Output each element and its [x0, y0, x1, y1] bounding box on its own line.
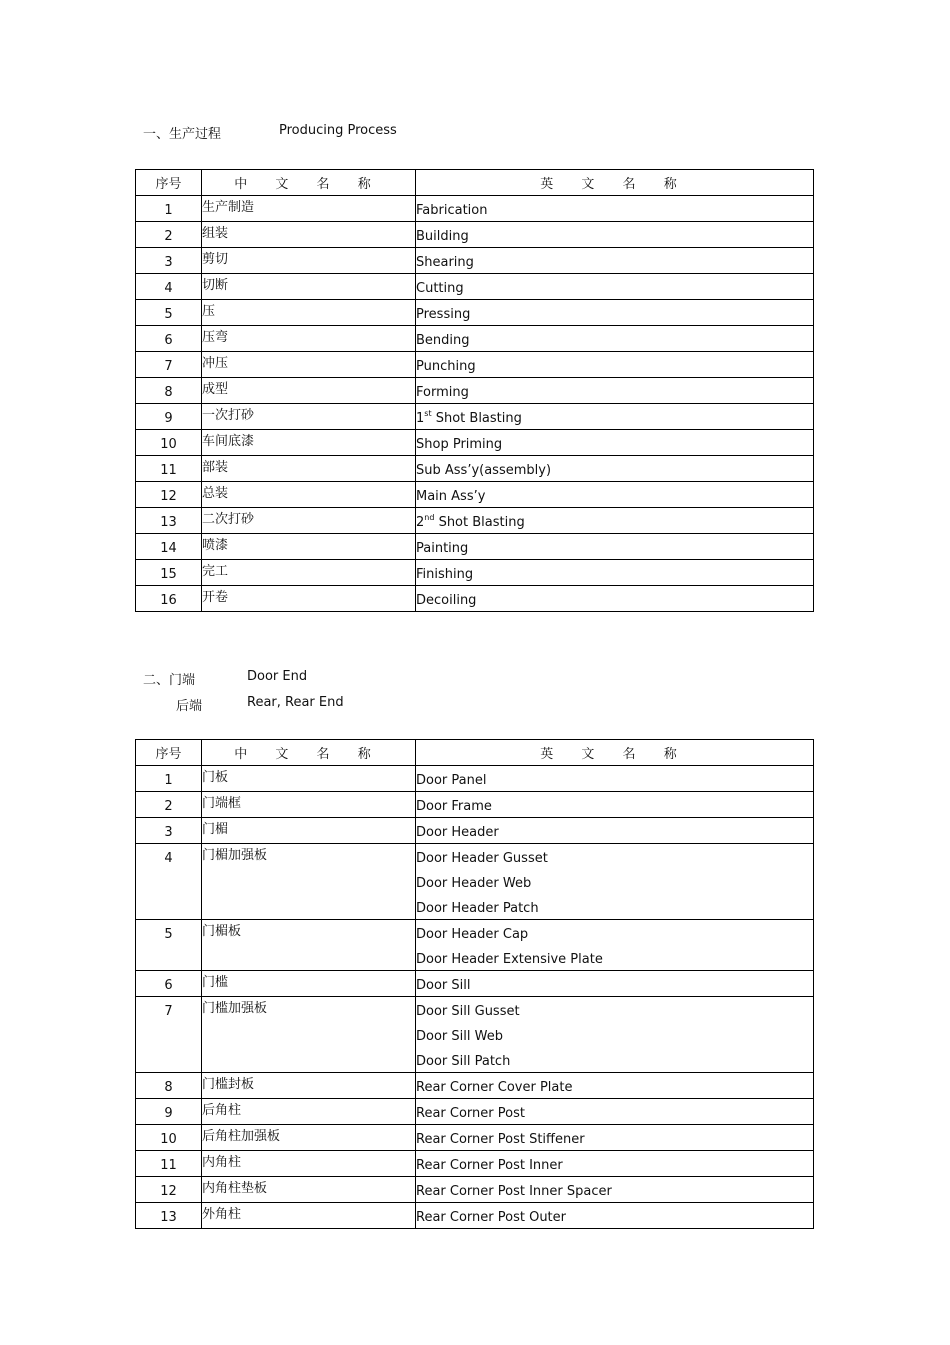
row-number-text: 12: [160, 489, 177, 504]
english-term-rest: Shot Blasting: [431, 411, 522, 426]
chinese-term: [202, 456, 416, 482]
chinese-term-text: 后角柱加强板: [202, 1129, 281, 1144]
chinese-term: [202, 792, 416, 818]
row-number: [136, 534, 202, 560]
table-row: [136, 508, 814, 534]
english-term-text: Shop Priming: [416, 437, 503, 452]
english-term: [416, 534, 814, 560]
english-term-text: Rear Corner Post Stiffener: [416, 1132, 585, 1147]
english-term-text: Bending: [416, 333, 470, 348]
chinese-term-text: 喷漆: [202, 538, 229, 553]
chinese-term: [202, 404, 416, 430]
chinese-term: [202, 196, 416, 222]
english-term-text: Door Sill Patch: [416, 1054, 511, 1069]
english-term: [416, 766, 814, 792]
row-number-text: 4: [164, 281, 173, 296]
row-number-text: 1: [164, 203, 173, 218]
header-number: 序号: [136, 740, 202, 766]
chinese-term-text: 部装: [202, 460, 229, 475]
row-number: [136, 378, 202, 404]
table-row: [136, 248, 814, 274]
english-term: [416, 792, 814, 818]
chinese-term: [202, 274, 416, 300]
english-term: [416, 1151, 814, 1177]
section2-title-en: Door End: [247, 669, 308, 684]
chinese-term-text: 门楣板: [202, 924, 242, 939]
table-row: [136, 1177, 814, 1203]
header-chinese-name: 中 文 名 称: [202, 740, 416, 766]
table-row: [136, 1151, 814, 1177]
row-number: [136, 792, 202, 818]
row-number-text: 10: [160, 437, 177, 452]
row-number: [136, 326, 202, 352]
english-term-text: Rear Corner Post Inner: [416, 1158, 563, 1173]
row-number-text: 4: [164, 851, 173, 866]
section2-heading: [143, 669, 308, 688]
chinese-term-text: 门楣: [202, 822, 229, 837]
row-number: [136, 920, 202, 971]
table-row: [136, 430, 814, 456]
section2-title-zh: 二、门端: [143, 673, 196, 688]
row-number: [136, 456, 202, 482]
row-number-text: 3: [164, 825, 173, 840]
english-term-text: [416, 404, 813, 429]
row-number: [136, 1073, 202, 1099]
row-number-text: 11: [160, 463, 177, 478]
english-term: [416, 818, 814, 844]
table-row: [136, 844, 814, 920]
english-term-text: Decoiling: [416, 593, 477, 608]
english-term-text: Door Header: [416, 825, 499, 840]
chinese-term: [202, 1177, 416, 1203]
row-number: [136, 586, 202, 612]
chinese-term-text: 门槛封板: [202, 1077, 255, 1092]
english-term: [416, 274, 814, 300]
section1-heading: [143, 123, 397, 142]
chinese-term: [202, 586, 416, 612]
chinese-term: [202, 378, 416, 404]
row-number: [136, 300, 202, 326]
row-number: [136, 430, 202, 456]
chinese-term-text: 门板: [202, 770, 229, 785]
chinese-term-text: 门槛加强板: [202, 1001, 268, 1016]
chinese-term-text: 内角柱: [202, 1155, 242, 1170]
table-row: [136, 971, 814, 997]
table-row: [136, 352, 814, 378]
english-term-text: Door Header Gusset: [416, 851, 548, 866]
english-term: [416, 920, 814, 971]
english-term: [416, 1177, 814, 1203]
english-term-text: Door Header Extensive Plate: [416, 952, 603, 967]
row-number: [136, 482, 202, 508]
chinese-term-text: 一次打砂: [202, 408, 255, 423]
english-term: [416, 971, 814, 997]
chinese-term-text: 生产制造: [202, 200, 255, 215]
table-row: [136, 300, 814, 326]
chinese-term-text: 开卷: [202, 590, 229, 605]
chinese-term: [202, 1151, 416, 1177]
row-number: [136, 560, 202, 586]
chinese-term: [202, 1125, 416, 1151]
english-term: [416, 844, 814, 920]
chinese-term-text: 内角柱垫板: [202, 1181, 268, 1196]
english-term: [416, 326, 814, 352]
english-term: [416, 997, 814, 1073]
table-row: [136, 586, 814, 612]
chinese-term: [202, 818, 416, 844]
chinese-term: [202, 766, 416, 792]
table-row: [136, 326, 814, 352]
row-number-text: 13: [160, 515, 177, 530]
header-number: 序号: [136, 170, 202, 196]
row-number: [136, 508, 202, 534]
row-number: [136, 818, 202, 844]
row-number: [136, 997, 202, 1073]
row-number-text: 5: [164, 927, 173, 942]
chinese-term: [202, 248, 416, 274]
table-header-row: [136, 170, 814, 196]
table-row: [136, 997, 814, 1073]
section2-subtitle-en: Rear, Rear End: [247, 695, 344, 710]
english-term: [416, 456, 814, 482]
table-row: [136, 456, 814, 482]
row-number-text: 1: [164, 773, 173, 788]
english-term-text: Sub Ass’y(assembly): [416, 463, 552, 478]
row-number: [136, 404, 202, 430]
chinese-term: [202, 844, 416, 920]
english-term-base: 2: [416, 515, 425, 530]
english-term-text: Building: [416, 229, 469, 244]
row-number-text: 9: [164, 1106, 173, 1121]
english-term-text: Door Sill Gusset: [416, 1004, 520, 1019]
row-number-text: 6: [164, 978, 173, 993]
section1-title-zh: 一、生产过程: [143, 127, 222, 142]
header-english-name: 英 文 名 称: [416, 170, 814, 196]
english-term-text: Door Header Web: [416, 876, 532, 891]
chinese-term: [202, 1073, 416, 1099]
table-row: [136, 482, 814, 508]
english-term: [416, 1099, 814, 1125]
table-row: [136, 1099, 814, 1125]
table-row: [136, 1125, 814, 1151]
section2-subtitle-zh: 后端: [176, 699, 203, 714]
row-number-text: 9: [164, 411, 173, 426]
section1-title-en: Producing Process: [279, 123, 397, 138]
chinese-term-text: 组装: [202, 226, 229, 241]
english-term-text: Door Sill: [416, 978, 471, 993]
row-number: [136, 352, 202, 378]
row-number: [136, 1099, 202, 1125]
table-row: [136, 920, 814, 971]
row-number-text: 15: [160, 567, 177, 582]
row-number: [136, 766, 202, 792]
english-term-text: Forming: [416, 385, 469, 400]
chinese-term-text: 门端框: [202, 796, 242, 811]
row-number: [136, 1125, 202, 1151]
row-number: [136, 248, 202, 274]
english-term-rest: Shot Blasting: [434, 515, 525, 530]
english-term: [416, 378, 814, 404]
row-number-text: 3: [164, 255, 173, 270]
english-term: [416, 586, 814, 612]
english-term-text: Door Header Cap: [416, 927, 529, 942]
table-row: [136, 222, 814, 248]
english-term-superscript: nd: [424, 513, 435, 522]
chinese-term-text: 车间底漆: [202, 434, 255, 449]
english-term-text: Painting: [416, 541, 469, 556]
row-number: [136, 1151, 202, 1177]
chinese-term: [202, 482, 416, 508]
chinese-term-text: 后角柱: [202, 1103, 242, 1118]
chinese-term: [202, 997, 416, 1073]
table-row: [136, 792, 814, 818]
chinese-term-text: 压弯: [202, 330, 229, 345]
row-number-text: 12: [160, 1184, 177, 1199]
row-number-text: 5: [164, 307, 173, 322]
english-term-text: Door Panel: [416, 773, 487, 788]
table-row: [136, 560, 814, 586]
table-row: [136, 818, 814, 844]
english-term-text: Door Frame: [416, 799, 492, 814]
english-term-text: Cutting: [416, 281, 464, 296]
english-term: [416, 196, 814, 222]
row-number-text: 13: [160, 1210, 177, 1225]
chinese-term-text: 二次打砂: [202, 512, 255, 527]
english-term-text: Main Ass’y: [416, 489, 486, 504]
table-row: [136, 378, 814, 404]
chinese-term: [202, 326, 416, 352]
chinese-term: [202, 1099, 416, 1125]
row-number-text: 7: [164, 1004, 173, 1019]
english-term: [416, 300, 814, 326]
row-number: [136, 222, 202, 248]
row-number: [136, 274, 202, 300]
english-term: [416, 430, 814, 456]
english-term: [416, 508, 814, 534]
chinese-term-text: 压: [202, 304, 216, 319]
row-number-text: 8: [164, 385, 173, 400]
section2-subheading: [176, 695, 344, 714]
table-row: [136, 404, 814, 430]
chinese-term-text: 外角柱: [202, 1207, 242, 1222]
chinese-term: [202, 508, 416, 534]
chinese-term: [202, 352, 416, 378]
english-term: [416, 248, 814, 274]
chinese-term-text: 完工: [202, 564, 229, 579]
english-term-text: Door Header Patch: [416, 901, 539, 916]
chinese-term-text: 成型: [202, 382, 229, 397]
chinese-term-text: 切断: [202, 278, 229, 293]
english-term: [416, 1073, 814, 1099]
english-term-base: 1: [416, 411, 425, 426]
english-term-text: Fabrication: [416, 203, 488, 218]
header-chinese-name: 中 文 名 称: [202, 170, 416, 196]
row-number: [136, 1177, 202, 1203]
table-row: [136, 274, 814, 300]
row-number-text: 6: [164, 333, 173, 348]
table-row: [136, 1203, 814, 1229]
english-term: [416, 560, 814, 586]
chinese-term-text: 冲压: [202, 356, 229, 371]
table-row: [136, 766, 814, 792]
table-row: [136, 196, 814, 222]
english-term-text: Rear Corner Post Inner Spacer: [416, 1184, 612, 1199]
header-english-name: 英 文 名 称: [416, 740, 814, 766]
chinese-term-text: 门楣加强板: [202, 848, 268, 863]
english-term-text: [416, 508, 813, 533]
english-term-superscript: st: [424, 409, 432, 418]
english-term-text: Pressing: [416, 307, 471, 322]
row-number-text: 8: [164, 1080, 173, 1095]
row-number-text: 16: [160, 593, 177, 608]
english-term-text: Door Sill Web: [416, 1029, 503, 1044]
english-term: [416, 1203, 814, 1229]
chinese-term: [202, 560, 416, 586]
english-term-text: Shearing: [416, 255, 474, 270]
chinese-term-text: 总装: [202, 486, 229, 501]
table-header-row: [136, 740, 814, 766]
chinese-term: [202, 300, 416, 326]
chinese-term: [202, 430, 416, 456]
row-number-text: 2: [164, 799, 173, 814]
row-number-text: 7: [164, 359, 173, 374]
english-term: [416, 352, 814, 378]
door-end-table: [135, 739, 814, 1229]
english-term-text: Rear Corner Cover Plate: [416, 1080, 573, 1095]
english-term: [416, 404, 814, 430]
chinese-term: [202, 971, 416, 997]
english-term: [416, 222, 814, 248]
row-number-text: 11: [160, 1158, 177, 1173]
chinese-term: [202, 222, 416, 248]
english-term-text: Rear Corner Post: [416, 1106, 525, 1121]
row-number-text: 10: [160, 1132, 177, 1147]
table-row: [136, 1073, 814, 1099]
row-number-text: 2: [164, 229, 173, 244]
producing-process-table: [135, 169, 814, 612]
english-term-text: Punching: [416, 359, 476, 374]
english-term: [416, 1125, 814, 1151]
english-term: [416, 482, 814, 508]
chinese-term-text: 剪切: [202, 252, 229, 267]
english-term-text: Finishing: [416, 567, 474, 582]
chinese-term: [202, 1203, 416, 1229]
english-term-text: Rear Corner Post Outer: [416, 1210, 566, 1225]
row-number-text: 14: [160, 541, 177, 556]
chinese-term: [202, 920, 416, 971]
row-number: [136, 196, 202, 222]
row-number: [136, 844, 202, 920]
chinese-term-text: 门槛: [202, 975, 229, 990]
table-row: [136, 534, 814, 560]
chinese-term: [202, 534, 416, 560]
row-number: [136, 1203, 202, 1229]
row-number: [136, 971, 202, 997]
